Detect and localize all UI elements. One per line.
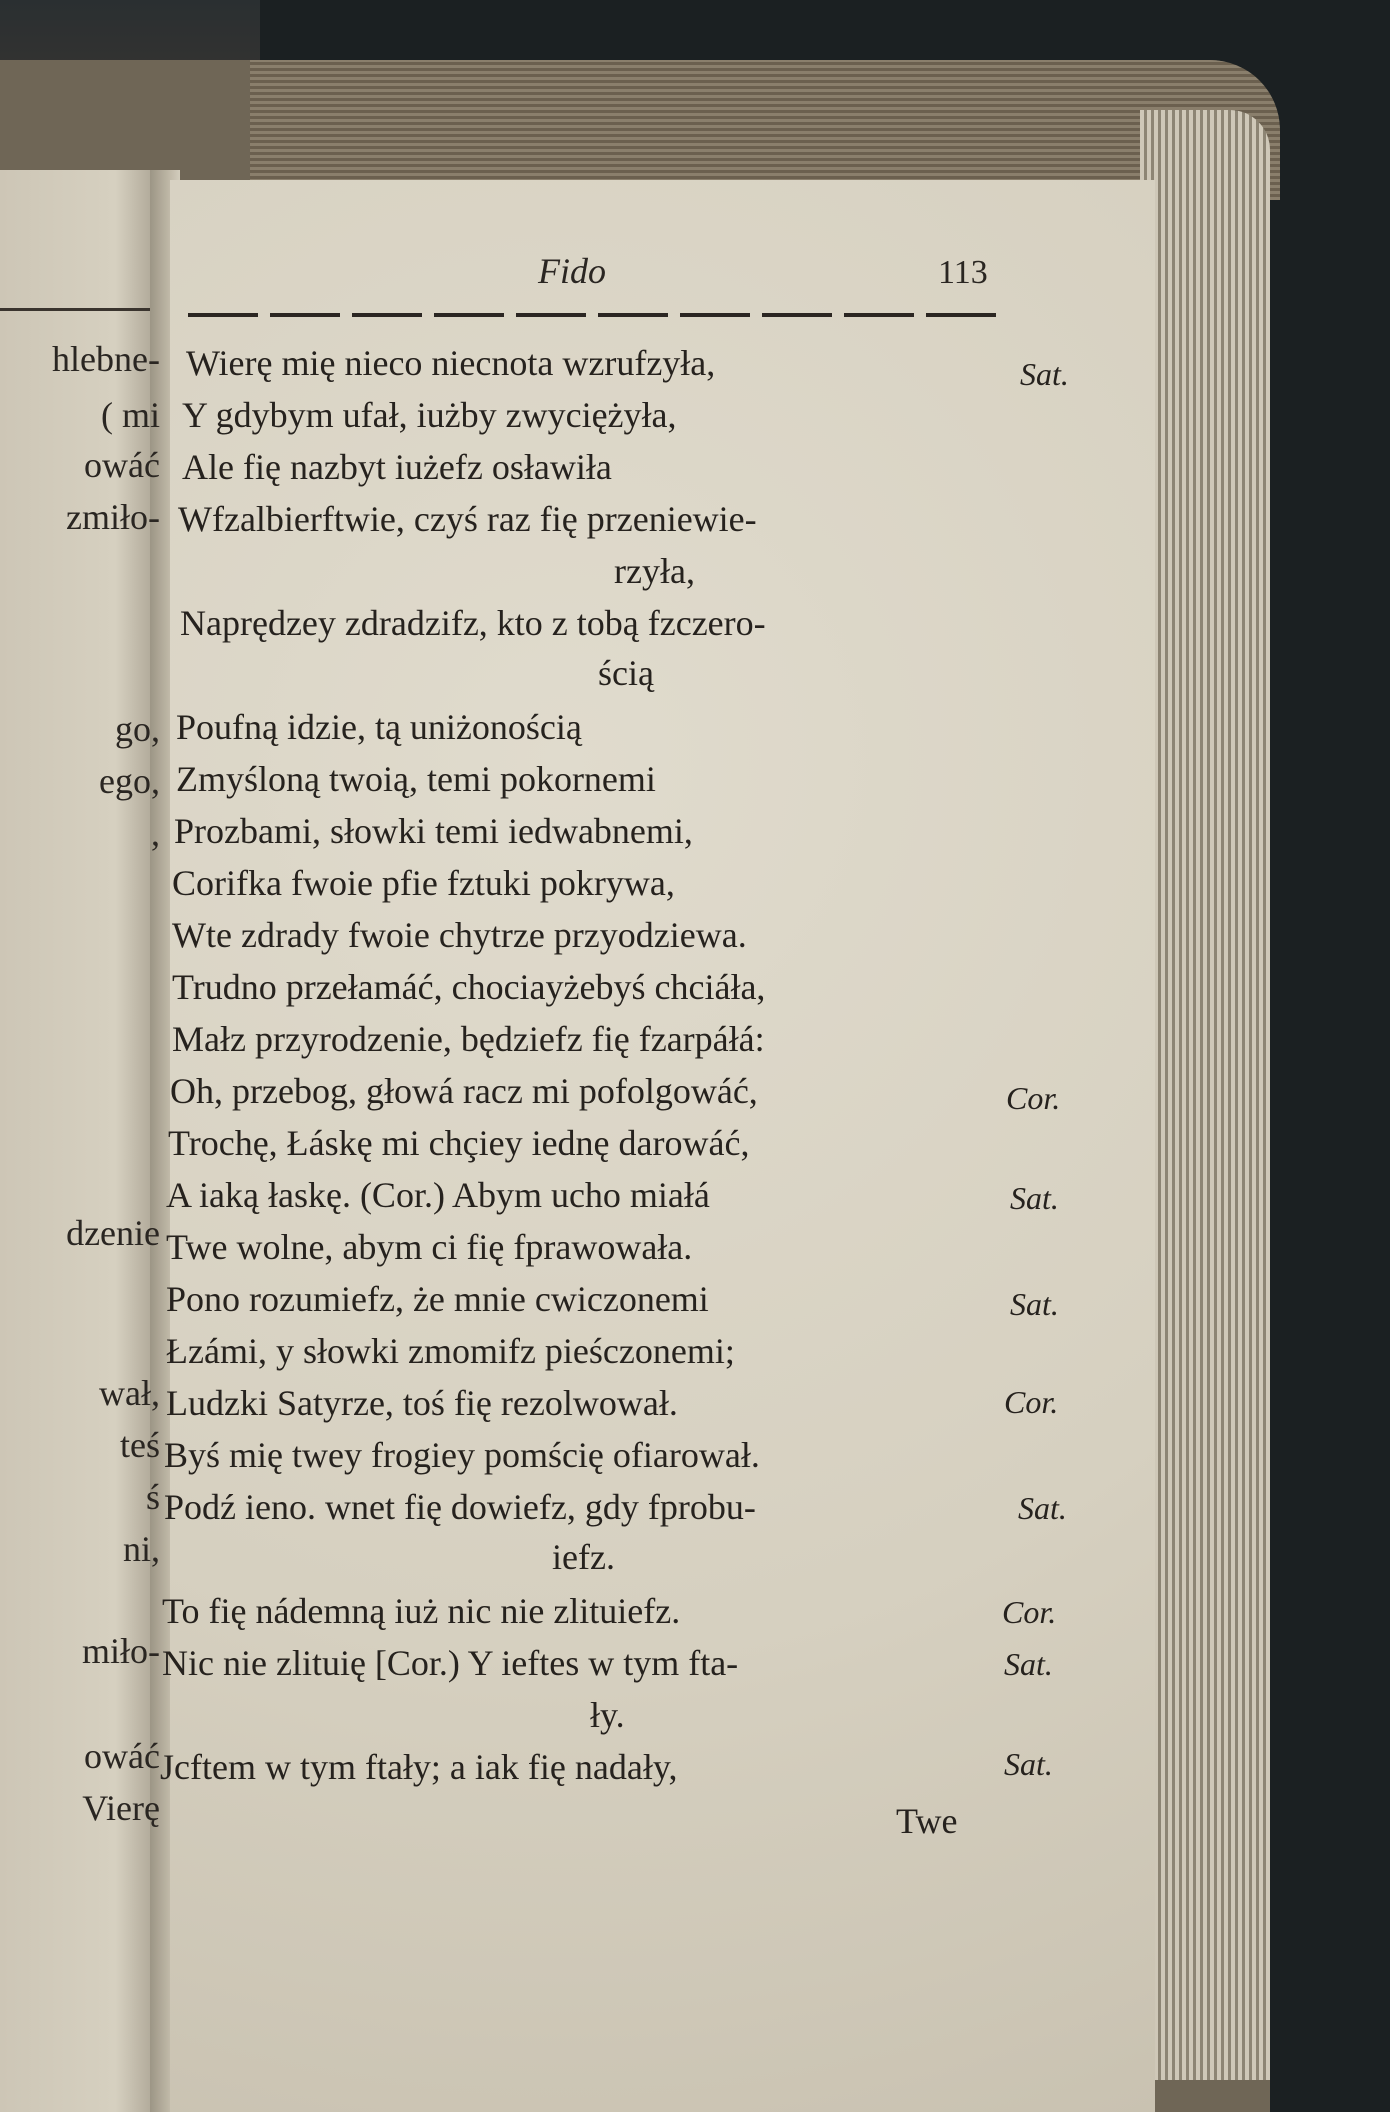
left-page-fragment: , [151,813,160,853]
verse-line: Naprędzey zdradzifz, kto z tobą fzczero- [180,603,766,643]
left-page-fragment: ( mi [101,395,160,435]
left-page-fragment: zmiło- [66,497,160,537]
verse-line: Poufną idzie, tą uniżonością [176,707,582,747]
top-page-edges [250,60,1280,200]
verse-line: Y gdybym ufał, iużby zwyciężyła, [182,395,677,435]
verse-line: Jcftem w tym ftały; a iak fię nadały, [160,1747,678,1787]
verse-line: Byś mię twey frogiey pomścię ofiarował. [164,1435,760,1475]
verse-line: Prozbami, słowki temi iedwabnemi, [174,811,693,851]
speaker-label: Sat. [1010,1180,1059,1216]
left-page-fragment: miło- [82,1631,160,1671]
verse-line: A iaką łaskę. (Cor.) Abym ucho miałá [166,1175,710,1215]
left-page-fragment: go, [115,709,160,749]
speaker-label: Sat. [1004,1746,1053,1782]
left-page-rule [0,308,150,311]
verse-line: Wfzalbierftwie, czyś raz fię przeniewie- [178,499,757,539]
verse-line: ły. [590,1695,625,1735]
right-page-edges [1140,110,1270,2080]
page-number: 113 [938,254,988,291]
verse-line: Oh, przebog, głowá racz mi pofolgowáć, [170,1071,758,1111]
verse-line: Ale fię nazbyt iużefz osławiła [182,447,612,487]
verse-line: Trudno przełamáć, chociayżebyś chciáła, [172,967,766,1007]
verse-line: Trochę, Łáskę mi chçiey iednę darowáć, [168,1123,750,1163]
speaker-label: Cor. [1002,1594,1057,1630]
speaker-label: Sat. [1020,356,1069,392]
verse-line: Podź ieno. wnet fię dowiefz, gdy fprobu- [164,1487,756,1527]
left-page-fragment: ni, [122,1529,160,1569]
verse-line: Wte zdrady fwoie chytrze przyodziewa. [172,915,747,955]
verse-line: Pono rozumiefz, że mnie cwiczonemi [166,1279,709,1319]
left-page-fragment: dzenie [66,1213,160,1253]
verse-line: To fię nádemną iuż nic nie zlituiefz. [162,1591,681,1631]
left-page-fragment: owáć [84,445,160,485]
speaker-label: Cor. [1004,1384,1059,1420]
verse-line: Nic nie zlituię [Cor.) Y ieftes w tym fta- [162,1643,739,1683]
verse-line: iefz. [552,1537,615,1577]
verse-line: ścią [598,653,654,693]
left-page-fragment: hlebne- [52,339,160,379]
left-page-fragment: ś [145,1477,160,1517]
verse-line: Twe [896,1801,958,1841]
left-page-fragment: wał, [99,1373,160,1413]
header-rule [188,313,998,317]
left-page-fragment: ego, [99,761,160,801]
speaker-label: Sat. [1018,1490,1067,1526]
verse-line: Twe wolne, abym ci fię fprawowała. [166,1227,693,1267]
left-page-fragment: Vierę [82,1788,160,1828]
verse-line: Ludzki Satyrze, toś fię rezolwował. [166,1383,678,1423]
verse-line: Małz przyrodzenie, będziefz fię fzarpáłá: [172,1019,765,1059]
left-page-fragment: owáć [84,1736,160,1776]
verse-line: Łzámi, y słowki zmomifz pieśczonemi; [166,1331,735,1371]
speaker-label: Sat. [1004,1646,1053,1682]
speaker-label: Sat. [1010,1286,1059,1322]
verse-line: Zmyśloną twoią, temi pokornemi [176,759,656,799]
verse-line: Wierę mię nieco niecnota wzrufzyła, [186,343,716,383]
speaker-label: Cor. [1006,1080,1061,1116]
verse-line: Corifka fwoie pfie fztuki pokrywa, [172,863,675,903]
left-page-fragment: teś [120,1425,160,1465]
verse-line: rzyła, [614,551,695,591]
running-head: Fido [538,251,606,291]
